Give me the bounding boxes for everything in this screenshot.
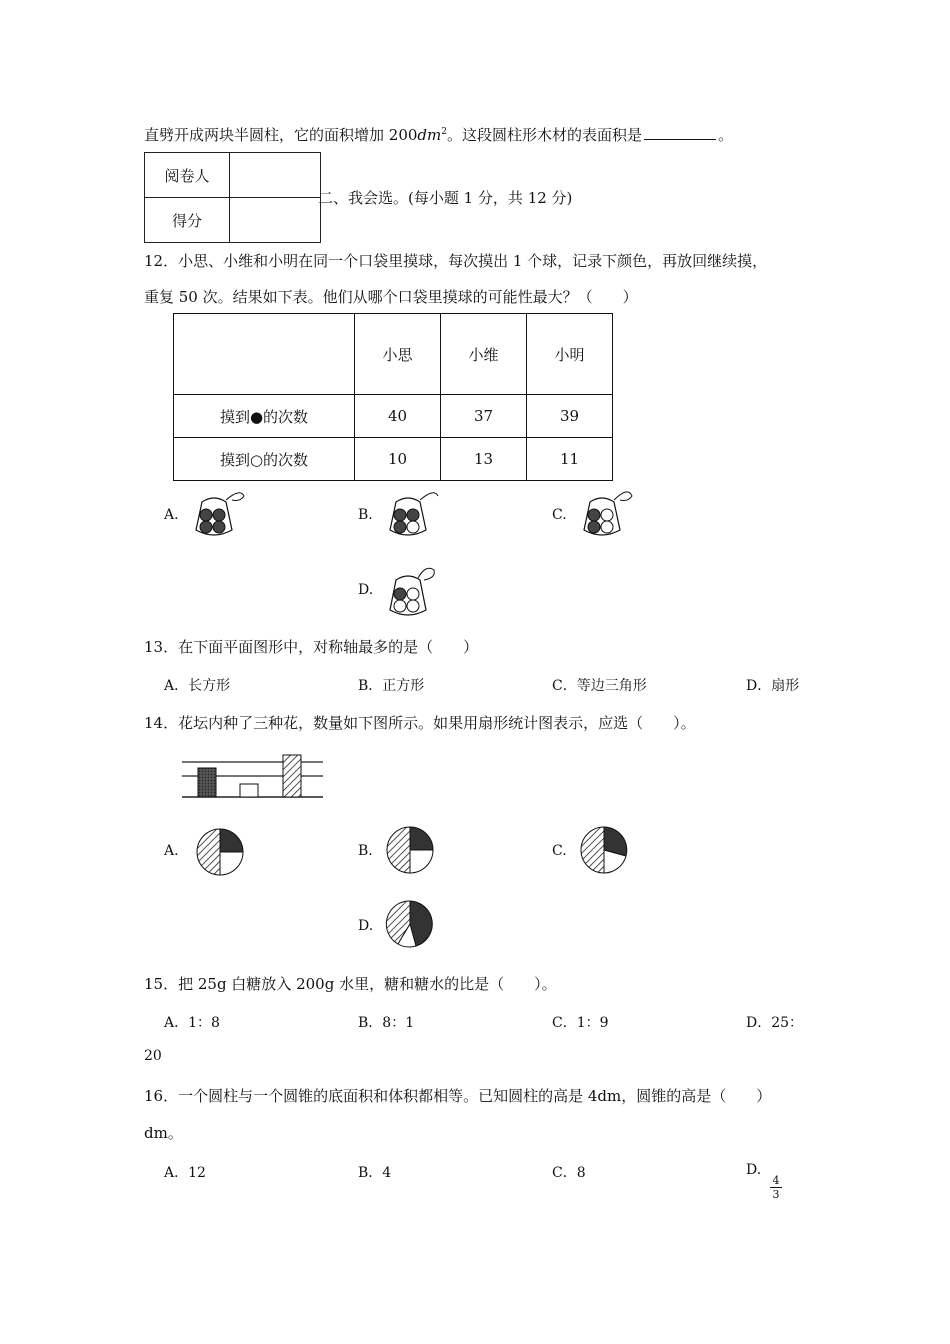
q13-option-a[interactable]: A．长方形 xyxy=(164,678,231,694)
q14-text: 14．花坛内种了三种花，数量如下图所示。如果用扇形统计图表示，应选（ ）。 xyxy=(144,714,696,732)
q12-row-white-label: 摸到○的次数 xyxy=(174,438,355,481)
q12-option-b[interactable]: B. xyxy=(358,507,373,523)
q12-cell: 39 xyxy=(527,395,613,438)
grader-score-label: 得分 xyxy=(145,198,230,243)
q12-header-xiaowei: 小维 xyxy=(441,314,527,395)
q12-header-xiaosi: 小思 xyxy=(355,314,441,395)
q15-text: 15．把 25g 白糖放入 200g 水里，糖和糖水的比是（ ）。 xyxy=(144,975,557,993)
flower-bar-figure xyxy=(180,752,325,800)
q11-unit: dm xyxy=(417,126,442,144)
q12-option-c[interactable]: C. xyxy=(552,507,567,523)
bag-a-icon xyxy=(188,488,248,540)
q12-results-table xyxy=(173,313,613,481)
q11-text-b: 。这段圆柱形木材的表面积是 xyxy=(446,126,642,144)
q11-end: 。 xyxy=(717,126,733,144)
q16-option-b[interactable]: B．4 xyxy=(358,1165,392,1181)
pie-c-icon xyxy=(580,826,628,874)
grader-reviewer-label: 阅卷人 xyxy=(145,153,230,198)
pie-a-icon xyxy=(196,828,244,876)
q11-answer-blank[interactable] xyxy=(644,125,716,140)
bag-d-icon xyxy=(382,564,442,620)
grader-reviewer-field[interactable] xyxy=(230,153,321,198)
bag-b-icon xyxy=(382,488,442,540)
q16-option-d[interactable]: D. xyxy=(746,1162,762,1178)
q15-option-c[interactable]: C．1：9 xyxy=(552,1015,609,1031)
bag-c-icon xyxy=(576,488,636,540)
q12-option-d[interactable]: D. xyxy=(358,582,374,598)
q15-option-d[interactable]: D．25： xyxy=(746,1015,804,1031)
q12-cell: 40 xyxy=(355,395,441,438)
q14-option-c[interactable]: C. xyxy=(552,843,567,859)
q11-unit-sup: 2 xyxy=(441,127,447,137)
q12-cell: 11 xyxy=(527,438,613,481)
q12-header-xiaoming: 小明 xyxy=(527,314,613,395)
q15-option-d-wrap: 20 xyxy=(144,1048,162,1064)
q12-header-blank xyxy=(174,314,355,395)
q12-cell: 13 xyxy=(441,438,527,481)
grader-box xyxy=(144,152,321,243)
q16-option-c[interactable]: C．8 xyxy=(552,1165,586,1181)
q15-option-a[interactable]: A．1：8 xyxy=(164,1015,220,1031)
fraction-denominator: 3 xyxy=(770,1187,782,1201)
grader-score-field[interactable] xyxy=(230,198,321,243)
q12-line2: 重复 50 次。结果如下表。他们从哪个口袋里摸球的可能性最大？（ ） xyxy=(144,288,638,306)
pie-b-icon xyxy=(386,826,434,874)
pie-d-icon xyxy=(386,900,434,948)
q16-option-a[interactable]: A．12 xyxy=(164,1165,206,1181)
q14-option-d[interactable]: D. xyxy=(358,918,374,934)
q12-option-a[interactable]: A. xyxy=(164,507,179,523)
q13-option-d[interactable]: D．扇形 xyxy=(746,678,800,694)
q13-option-b[interactable]: B．正方形 xyxy=(358,678,425,694)
q14-option-a[interactable]: A. xyxy=(164,843,179,859)
q11-line xyxy=(144,124,733,145)
q16-line2: dm。 xyxy=(144,1124,183,1142)
q11-text-a: 直劈开成两块半圆柱，它的面积增加 200 xyxy=(144,126,418,144)
fraction-numerator: 4 xyxy=(772,1174,780,1187)
q16-option-d-fraction xyxy=(770,1174,782,1201)
q12-cell: 37 xyxy=(441,395,527,438)
q13-option-c[interactable]: C．等边三角形 xyxy=(552,678,647,694)
q12-cell: 10 xyxy=(355,438,441,481)
q12-line1: 12．小思、小维和小明在同一个口袋里摸球，每次摸出 1 个球，记录下颜色，再放回继续摸， xyxy=(144,252,768,270)
q13-text: 13．在下面平面图形中，对称轴最多的是（ ） xyxy=(144,638,479,656)
q12-row-black-label: 摸到●的次数 xyxy=(174,395,355,438)
q15-option-b[interactable]: B．8：1 xyxy=(358,1015,415,1031)
section2-title: 二、我会选。(每小题 1 分，共 12 分) xyxy=(318,189,573,207)
q16-line1: 16．一个圆柱与一个圆锥的底面积和体积都相等。已知圆柱的高是 4dm，圆锥的高是（ ） xyxy=(144,1087,772,1105)
q14-option-b[interactable]: B. xyxy=(358,843,373,859)
